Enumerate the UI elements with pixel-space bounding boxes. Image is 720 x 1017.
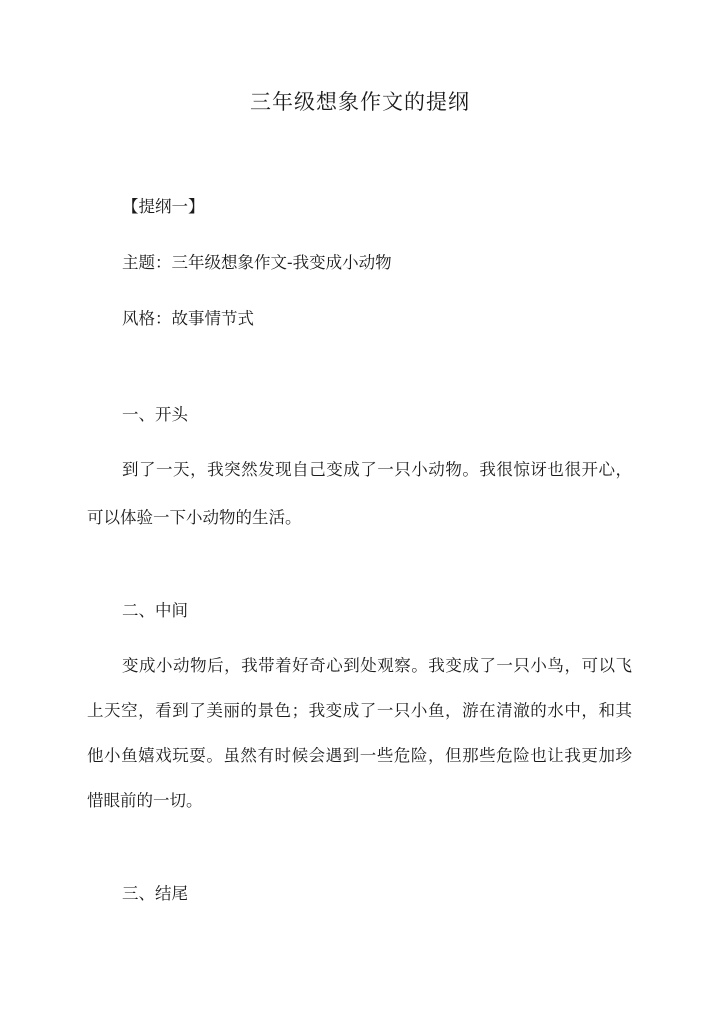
paragraph-line: 他小鱼嬉戏玩耍。虽然有时候会遇到一些危险，但那些危险也让我更加珍 <box>87 746 632 765</box>
theme-line: 主题：三年级想象作文-我变成小动物 <box>122 253 392 272</box>
section-heading-middle: 二、中间 <box>122 601 188 620</box>
section-heading-ending: 三、结尾 <box>122 884 188 903</box>
paragraph-line: 到了一天，我突然发现自己变成了一只小动物。我很惊讶也很开心， <box>122 460 632 479</box>
section-heading-opening: 一、开头 <box>122 405 188 424</box>
paragraph-line: 惜眼前的一切。 <box>87 791 203 810</box>
style-line: 风格：故事情节式 <box>122 309 254 328</box>
paragraph-line: 上天空，看到了美丽的景色；我变成了一只小鱼，游在清澈的水中，和其 <box>87 701 632 720</box>
document-title: 三年级想象作文的提纲 <box>250 90 470 114</box>
paragraph-line: 可以体验一下小动物的生活。 <box>87 508 302 527</box>
paragraph-line: 变成小动物后，我带着好奇心到处观察。我变成了一只小鸟，可以飞 <box>122 656 632 675</box>
outline-heading: 【提纲一】 <box>122 197 205 216</box>
